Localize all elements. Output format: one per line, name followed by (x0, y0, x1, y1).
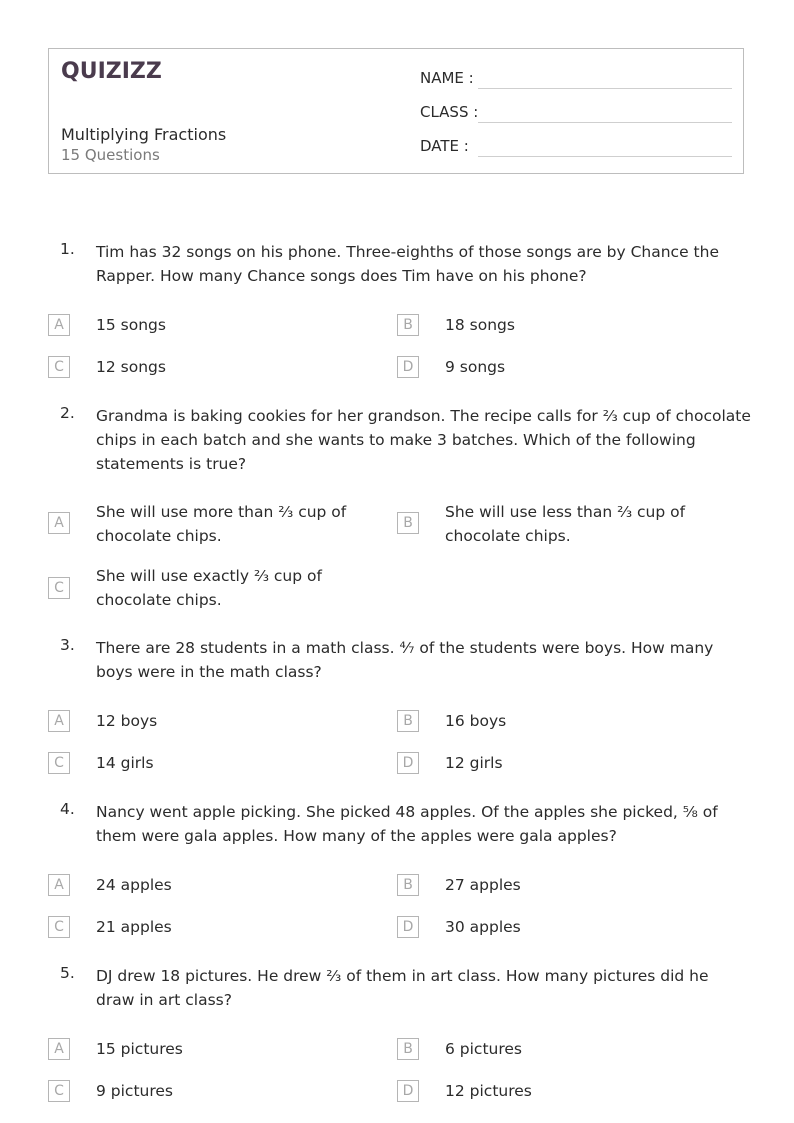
option-letter-box[interactable]: B (397, 1038, 419, 1060)
question-number: 2. (60, 404, 75, 422)
option-text[interactable]: 15 pictures (96, 1040, 183, 1058)
option-letter-box[interactable]: D (397, 916, 419, 938)
question-text: Grandma is baking cookies for her grandson. The recipe calls for ⅔ cup of chocolate chips in each batch and she wants to make 3 batches. Which of the following statements is true? (96, 407, 751, 473)
worksheet-title: Multiplying Fractions (61, 125, 227, 144)
option-letter-box[interactable]: A (48, 1038, 70, 1060)
option-text[interactable]: 12 pictures (445, 1082, 532, 1100)
option-text[interactable]: 12 boys (96, 712, 158, 730)
option-letter-box[interactable]: B (397, 874, 419, 896)
name-line (478, 88, 732, 89)
option-text[interactable]: 12 girls (445, 754, 503, 772)
question-number: 1. (60, 240, 75, 258)
option-text[interactable]: 16 boys (445, 712, 507, 730)
option-letter-box[interactable]: D (397, 752, 419, 774)
option-letter-box[interactable]: D (397, 1080, 419, 1102)
option-letter-box[interactable]: C (48, 1080, 70, 1102)
option-text[interactable]: 30 apples (445, 918, 521, 936)
option-letter-box[interactable]: C (48, 577, 70, 599)
option-text[interactable]: 24 apples (96, 876, 172, 894)
option-text[interactable]: 12 songs (96, 358, 166, 376)
option-text[interactable]: She will use more than ⅔ cup of chocolate chips. (96, 503, 347, 545)
option-text[interactable]: 21 apples (96, 918, 172, 936)
question-number: 5. (60, 964, 75, 982)
question-number: 4. (60, 800, 75, 818)
question-text: There are 28 students in a math class. ⁴⁄₇ of the students were boys. How many boys were in the math class? (96, 639, 714, 681)
option-letter-box[interactable]: C (48, 916, 70, 938)
quizizz-logo: QUIZIZZ (61, 59, 162, 84)
question-text: DJ drew 18 pictures. He drew ⅔ of them in art class. How many pictures did he draw in art class? (96, 967, 709, 1009)
option-letter-box[interactable]: A (48, 874, 70, 896)
option-letter-box[interactable]: A (48, 512, 70, 534)
option-letter-box[interactable]: C (48, 356, 70, 378)
option-text[interactable]: 15 songs (96, 316, 166, 334)
option-text[interactable]: 9 pictures (96, 1082, 174, 1100)
option-text[interactable]: 14 girls (96, 754, 154, 772)
option-letter-box[interactable]: B (397, 710, 419, 732)
question-count: 15 Questions (61, 146, 160, 164)
option-text[interactable]: 6 pictures (445, 1040, 523, 1058)
question-number: 3. (60, 636, 75, 654)
class-label: CLASS : (420, 103, 479, 121)
option-text[interactable]: 9 songs (445, 358, 506, 376)
option-letter-box[interactable]: D (397, 356, 419, 378)
option-letter-box[interactable]: A (48, 314, 70, 336)
option-text[interactable]: 27 apples (445, 876, 521, 894)
date-line (478, 156, 732, 157)
name-label: NAME : (420, 69, 474, 87)
class-line (478, 122, 732, 123)
option-text[interactable]: She will use less than ⅔ cup of chocolate chips. (445, 503, 686, 545)
option-text[interactable]: 18 songs (445, 316, 515, 334)
date-label: DATE : (420, 137, 469, 155)
option-letter-box[interactable]: B (397, 314, 419, 336)
option-letter-box[interactable]: C (48, 752, 70, 774)
question-text: Nancy went apple picking. She picked 48 apples. Of the apples she picked, ⅝ of them were gala apples. How many of the apples were gala apples? (96, 803, 718, 845)
question-text: Tim has 32 songs on his phone. Three-eighths of those songs are by Chance the Rapper. How many Chance songs does Tim have on his phone? (96, 243, 719, 285)
option-text[interactable]: She will use exactly ⅔ cup of chocolate chips. (96, 567, 322, 609)
option-letter-box[interactable]: A (48, 710, 70, 732)
worksheet-header (48, 48, 744, 174)
option-letter-box[interactable]: B (397, 512, 419, 534)
